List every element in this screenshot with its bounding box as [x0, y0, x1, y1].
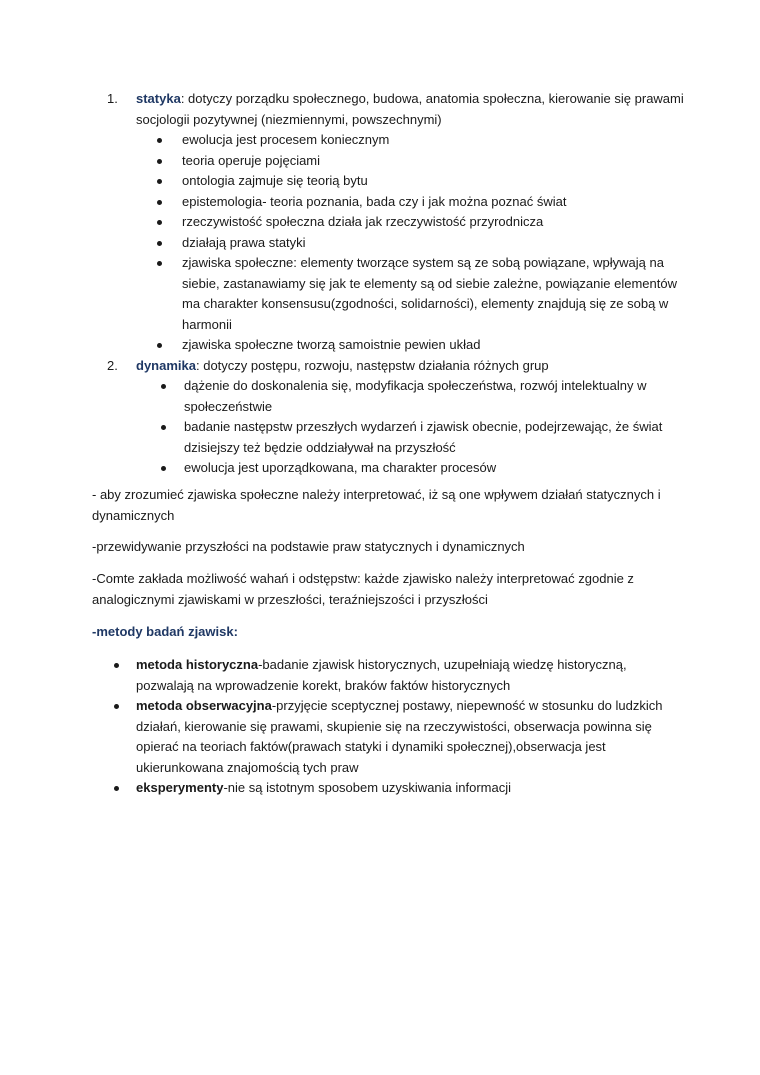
term-statyka: statyka — [136, 91, 181, 106]
item-number: 1. — [107, 91, 118, 106]
numbered-list — [107, 89, 687, 479]
item-text: : dotyczy porządku społecznego, budowa, anatomia społeczna, kierowanie się prawami socjologii pozytywnej (niezmiennymi, powszechnymi) — [136, 91, 684, 127]
paragraph-prediction: -przewidywanie przyszłości na podstawie praw statycznych i dynamicznych — [92, 539, 525, 554]
method-term: metoda obserwacyjna — [136, 698, 272, 713]
list-item: ewolucja jest uporządkowana, ma charakter procesów — [136, 458, 687, 479]
method-text: -badanie zjawisk historycznych, uzupełniają wiedzę historyczną, pozwalają na wprowadzenie korekt, braków faktów historycznych — [136, 657, 627, 693]
method-item-experiments — [92, 778, 672, 799]
list-item: teoria operuje pojęciami — [136, 151, 687, 172]
list-item: ontologia zajmuje się teorią bytu — [136, 171, 687, 192]
term-dynamika: dynamika — [136, 357, 196, 373]
method-term: eksperymenty — [136, 780, 224, 795]
method-text: -nie są istotnym sposobem uzyskiwania informacji — [223, 780, 512, 795]
method-item-observational — [92, 696, 672, 778]
list-item: ewolucja jest procesem koniecznym — [136, 130, 687, 151]
methods-heading: -metody badań zjawisk: — [92, 624, 238, 639]
method-term: metoda historyczna — [136, 657, 259, 672]
list-item: dążenie do doskonalenia się, modyfikacja społeczeństwa, rozwój intelektualny w społeczeństwie — [136, 376, 687, 417]
paragraph-comte: -Comte zakłada możliwość wahań i odstępstw: każde zjawisko należy interpretować zgodnie z analogicznymi zjawiskami w przeszłości, teraźniejszości i przyszłości — [92, 571, 634, 607]
item-text: : dotyczy postępu, rozwoju, następstw działania różnych grup — [195, 357, 549, 373]
methods-list — [92, 655, 672, 799]
list-item: epistemologia- teoria poznania, bada czy i jak można poznać świat — [136, 192, 687, 213]
numbered-item-dynamika — [107, 356, 687, 479]
list-item: działają prawa statyki — [136, 233, 687, 254]
item-number: 2. — [107, 357, 118, 373]
list-item: zjawiska społeczne tworzą samoistnie pewien układ — [136, 335, 687, 356]
paragraph-interpretation: - aby zrozumieć zjawiska społeczne należy interpretować, iż są one wpływem działań statycznych i dynamicznych — [92, 487, 661, 523]
statyka-bullets — [136, 130, 687, 356]
list-item: rzeczywistość społeczna działa jak rzeczywistość przyrodnicza — [136, 212, 687, 233]
list-item: zjawiska społeczne: elementy tworzące system są ze sobą powiązane, wpływają na siebie, zastanawiamy się jak te elementy są od siebie zależne, powiązanie elementów ma charakter konsensusu(zgodności, solidarności), elementy znajdują się ze sobą w harmonii — [136, 253, 687, 335]
numbered-item-statyka — [107, 89, 687, 356]
list-item: badanie następstw przeszłych wydarzeń i zjawisk obecnie, podejrzewając, że świat dzisiejszy też będzie oddziaływał na przyszłość — [136, 417, 687, 458]
method-item-historical — [92, 655, 672, 696]
method-text: -przyjęcie sceptycznej postawy, niepewność w stosunku do ludzkich działań, kierowanie się prawami, skupienie się na rzeczywistości, obserwacja powinna się opierać na teoriach faktów(prawach statyki i dynamiki społecznej),obserwacja jest ukierunkowana znajomością tych praw — [136, 698, 663, 775]
dynamika-bullets — [136, 376, 687, 479]
